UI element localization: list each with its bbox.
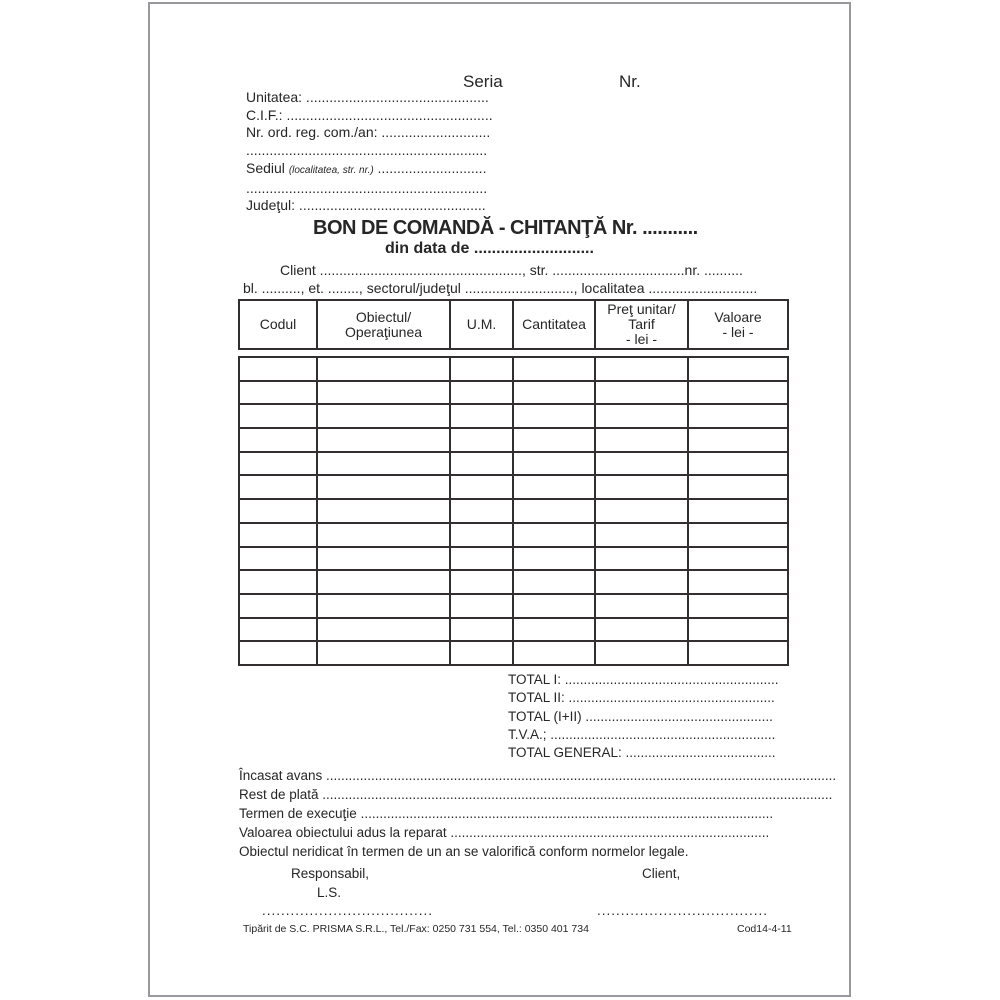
- client-signature-label: Client,: [642, 866, 681, 881]
- table-cell-empty: [450, 499, 513, 523]
- table-cell-empty: [688, 547, 788, 571]
- table-row: [239, 452, 788, 476]
- printer-credit: Tipărit de S.C. PRISMA S.R.L., Tel./Fax: 0250 731 554, Tel.: 0350 401 734: [243, 923, 589, 935]
- table-cell-empty: [239, 428, 317, 452]
- table-cell-empty: [513, 523, 595, 547]
- unitatea-line: Unitatea: ...............................................: [246, 89, 489, 105]
- table-row: [239, 570, 788, 594]
- table-cell-empty: [450, 523, 513, 547]
- table-cell-empty: [595, 381, 688, 405]
- table-cell-empty: [513, 475, 595, 499]
- table-cell-empty: [239, 404, 317, 428]
- sediul-note: (localitatea, str. nr.): [288, 164, 374, 176]
- form-code: Cod14-4-11: [737, 923, 792, 935]
- sediul-line: [246, 160, 493, 180]
- table-cell-empty: [317, 475, 450, 499]
- table-cell-empty: [239, 475, 317, 499]
- sediul-dots: ............................: [377, 159, 487, 176]
- column-header-obiectul: Obiectul/ Operaţiunea: [317, 300, 450, 349]
- table-cell-empty: [513, 547, 595, 571]
- table-row: [239, 428, 788, 452]
- table-cell-empty: [239, 547, 317, 571]
- table-cell-empty: [595, 523, 688, 547]
- table-cell-empty: [239, 570, 317, 594]
- table-cell-empty: [450, 381, 513, 405]
- order-table-header: [238, 299, 789, 350]
- cif-line: C.I.F.: .....................................................: [246, 106, 493, 123]
- table-cell-empty: [239, 357, 317, 381]
- tva-line: T.V.A.; ............................................................: [508, 726, 776, 742]
- termen-executie-line: Termen de execuţie ..............................................................................................................: [239, 806, 774, 821]
- table-cell-empty: [450, 357, 513, 381]
- table-cell-empty: [688, 428, 788, 452]
- nr-ord-reg-line: Nr. ord. reg. com./an: ............................: [246, 124, 491, 141]
- table-row: [239, 618, 788, 642]
- total-1-line: TOTAL I: .........................................................: [508, 672, 779, 687]
- client-signature-line: ....................................: [597, 903, 769, 918]
- table-cell-empty: [317, 523, 450, 547]
- table-cell-empty: [450, 594, 513, 618]
- table-cell-empty: [595, 547, 688, 571]
- table-cell-empty: [513, 594, 595, 618]
- table-cell-empty: [317, 452, 450, 476]
- table-cell-empty: [450, 641, 513, 665]
- table-cell-empty: [595, 594, 688, 618]
- table-cell-empty: [513, 428, 595, 452]
- table-row: [239, 381, 788, 405]
- client-address-line-1: Client ...................................................., str. ..................................nr. ..........: [280, 262, 743, 278]
- table-cell-empty: [688, 499, 788, 523]
- form-title: BON DE COMANDĂ - CHITANŢĂ Nr. ...........: [313, 217, 698, 239]
- table-cell-empty: [688, 357, 788, 381]
- table-cell-empty: [317, 381, 450, 405]
- table-cell-empty: [239, 618, 317, 642]
- form-date-line: din data de ...........................: [385, 240, 594, 257]
- valoarea-obiectului-line: Valoarea obiectului adus la reparat .....................................................................................: [239, 825, 770, 840]
- responsabil-label: Responsabil,: [291, 866, 370, 881]
- table-cell-empty: [688, 618, 788, 642]
- table-row: [239, 404, 788, 428]
- order-table-body: [238, 356, 789, 666]
- table-cell-empty: [595, 618, 688, 642]
- dotted-line: ..............................................................: [246, 179, 488, 196]
- table-cell-empty: [239, 381, 317, 405]
- table-row: [239, 357, 788, 381]
- column-header-pret-unitar: Preţ unitar/ Tarif - lei -: [595, 300, 688, 349]
- table-cell-empty: [513, 641, 595, 665]
- client-address-line-2: bl. .........., et. ........, sectorul/judeţul ............................, localitatea ............................: [243, 280, 758, 296]
- table-cell-empty: [317, 618, 450, 642]
- table-cell-empty: [595, 570, 688, 594]
- column-header-valoare: Valoare - lei -: [688, 300, 788, 349]
- table-cell-empty: [688, 570, 788, 594]
- total-2-line: TOTAL II: .......................................................: [508, 690, 775, 706]
- table-row: [239, 547, 788, 571]
- table-cell-empty: [317, 594, 450, 618]
- table-cell-empty: [513, 404, 595, 428]
- table-row: [239, 499, 788, 523]
- table-cell-empty: [513, 452, 595, 476]
- table-cell-empty: [317, 547, 450, 571]
- company-block: [246, 89, 493, 215]
- column-header-cantitatea: Cantitatea: [513, 300, 595, 349]
- table-cell-empty: [450, 428, 513, 452]
- responsabil-signature-line: ....................................: [262, 903, 434, 918]
- table-cell-empty: [595, 475, 688, 499]
- table-cell-empty: [688, 404, 788, 428]
- incasat-avans-line: Încasat avans ........................................................................................................................................: [239, 768, 837, 783]
- table-cell-empty: [317, 641, 450, 665]
- table-cell-empty: [688, 594, 788, 618]
- table-cell-empty: [688, 452, 788, 476]
- table-row: [239, 475, 788, 499]
- table-cell-empty: [688, 523, 788, 547]
- table-row: [239, 641, 788, 665]
- dotted-line: ..............................................................: [246, 142, 488, 159]
- table-cell-empty: [595, 499, 688, 523]
- table-cell-empty: [317, 404, 450, 428]
- table-cell-empty: [688, 381, 788, 405]
- total-general-line: TOTAL GENERAL: ........................................: [508, 745, 776, 761]
- table-cell-empty: [513, 618, 595, 642]
- total-sum-line: TOTAL (I+II) ..................................................: [508, 708, 773, 724]
- table-cell-empty: [239, 594, 317, 618]
- table-cell-empty: [595, 641, 688, 665]
- table-cell-empty: [595, 452, 688, 476]
- legal-note-line: Obiectul neridicat în termen de un an se valorifică conform normelor legale.: [239, 844, 689, 859]
- table-cell-empty: [239, 499, 317, 523]
- table-cell-empty: [317, 570, 450, 594]
- table-cell-empty: [513, 357, 595, 381]
- rest-de-plata-line: Rest de plată ........................................................................................................................................: [239, 787, 833, 802]
- column-header-codul: Codul: [239, 300, 317, 349]
- table-cell-empty: [513, 381, 595, 405]
- table-cell-empty: [239, 452, 317, 476]
- table-cell-empty: [688, 475, 788, 499]
- table-cell-empty: [450, 404, 513, 428]
- sediul-label: Sediul: [246, 159, 285, 176]
- table-row: [239, 594, 788, 618]
- table-cell-empty: [595, 404, 688, 428]
- table-cell-empty: [317, 357, 450, 381]
- table-cell-empty: [450, 452, 513, 476]
- totals-block: [508, 671, 779, 762]
- judetul-line: Judeţul: ................................................: [246, 197, 486, 214]
- header-row: [239, 300, 788, 349]
- table-cell-empty: [239, 523, 317, 547]
- table-cell-empty: [317, 499, 450, 523]
- table-cell-empty: [595, 357, 688, 381]
- nr-label: Nr.: [619, 72, 641, 91]
- table-cell-empty: [450, 475, 513, 499]
- table-cell-empty: [513, 570, 595, 594]
- ls-label: L.S.: [317, 885, 342, 900]
- table-cell-empty: [317, 428, 450, 452]
- table-cell-empty: [239, 641, 317, 665]
- payment-block: [239, 766, 836, 861]
- table-cell-empty: [450, 618, 513, 642]
- table-cell-empty: [688, 641, 788, 665]
- table-cell-empty: [450, 547, 513, 571]
- table-cell-empty: [450, 570, 513, 594]
- table-row: [239, 523, 788, 547]
- table-cell-empty: [513, 499, 595, 523]
- seria-label: Seria: [463, 72, 503, 91]
- column-header-um: U.M.: [450, 300, 513, 349]
- table-cell-empty: [595, 428, 688, 452]
